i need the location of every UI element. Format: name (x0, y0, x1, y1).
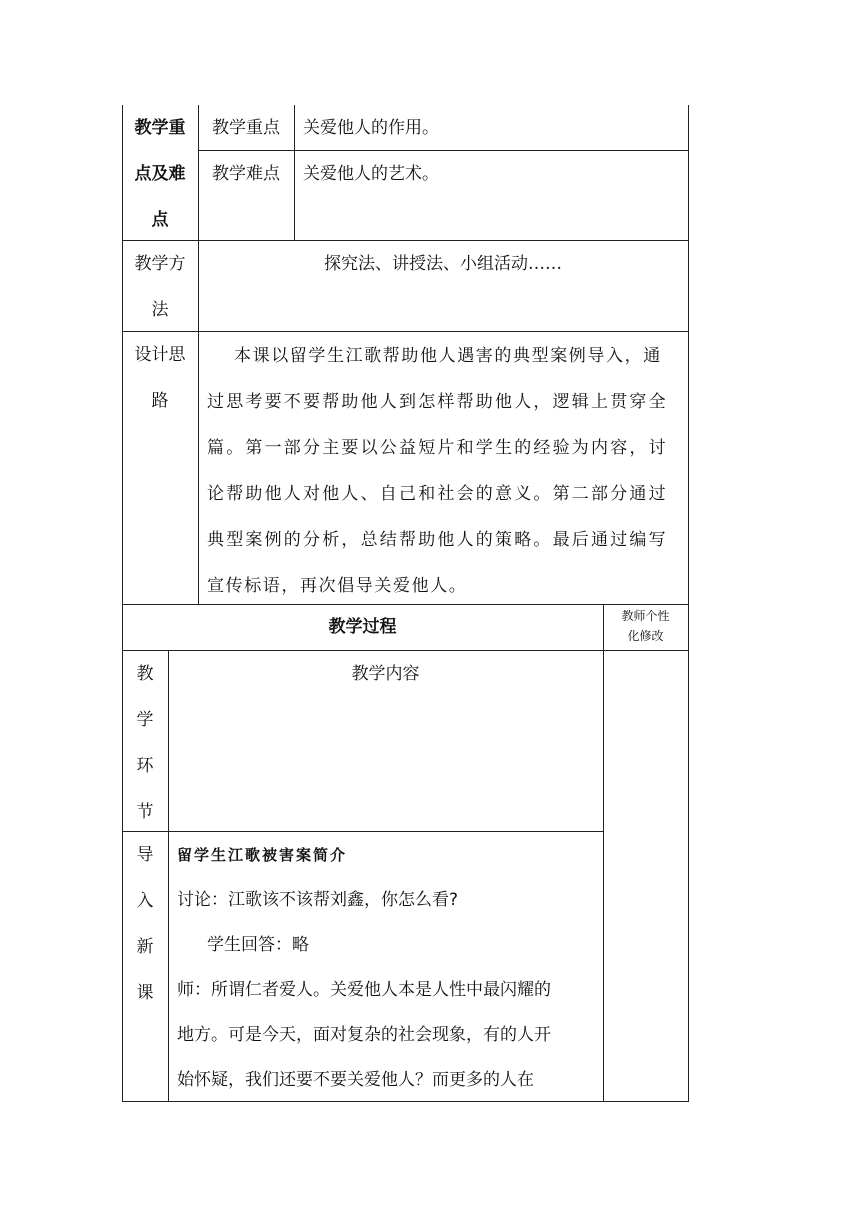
key-points-label-line: 教学重 (134, 118, 186, 138)
design-line: 本课以留学生江歌帮助他人遇害的典型案例导入，通 (234, 346, 662, 366)
stage-header-char: 节 (136, 802, 154, 822)
design-line: 过思考要不要帮助他人到怎样帮助他人，逻辑上贯穿全 (207, 392, 668, 412)
design-line: 典型案例的分析，总结帮助他人的策略。最后通过编写 (207, 530, 668, 550)
stage-header-char: 教 (136, 664, 154, 684)
intro-stage-char: 导 (136, 845, 154, 865)
sublabel-column-divider (294, 105, 295, 241)
content-header: 教学内容 (351, 664, 420, 684)
design-line: 宣传标语，再次倡导关爱他人。 (207, 576, 468, 596)
process-title: 教学过程 (328, 617, 397, 637)
methods-label-line: 教学方 (134, 254, 186, 274)
focus-value: 关爱他人的作用。 (303, 118, 439, 138)
key-points-label-line: 点及难 (134, 164, 186, 184)
teacher-column-divider (603, 604, 604, 1102)
methods-label-line: 法 (151, 300, 169, 320)
stage-header-char: 学 (136, 710, 154, 730)
design-line: 篇。第一部分主要以公益短片和学生的经验为内容，讨 (207, 438, 668, 458)
design-label-line: 设计思 (134, 345, 186, 365)
stage-header-char: 环 (136, 756, 154, 776)
intro-line: 讨论：江歌该不该帮刘鑫，你怎么看? (177, 890, 459, 910)
design-paragraph (207, 333, 681, 609)
intro-line: 始怀疑，我们还要不要关爱他人？而更多的人在 (177, 1070, 534, 1090)
teacher-column-header-line: 化修改 (627, 629, 664, 643)
focus-label: 教学重点 (212, 118, 280, 138)
teacher-column-header-line: 教师个性 (621, 609, 670, 623)
intro-heading: 留学生江歌被害案简介 (177, 846, 348, 864)
methods-value: 探究法、讲授法、小组活动…… (324, 254, 562, 274)
design-label-line: 路 (151, 391, 169, 411)
intro-line: 地方。可是今天，面对复杂的社会现象，有的人开 (177, 1025, 551, 1045)
row-divider-design (122, 331, 689, 332)
difficulty-label: 教学难点 (212, 164, 280, 184)
teacher-column-header (603, 606, 688, 646)
key-points-label (122, 105, 198, 243)
design-line: 论帮助他人对他人、自己和社会的意义。第二部分通过 (207, 484, 668, 504)
methods-label (122, 241, 198, 333)
intro-stage-char: 课 (136, 983, 154, 1003)
stage-column-divider (168, 650, 169, 1102)
design-label (122, 332, 198, 424)
stage-header (122, 651, 168, 835)
intro-stage-char: 入 (136, 891, 154, 911)
intro-stage-char: 新 (136, 937, 154, 957)
intro-line: 师：所谓仁者爱人。关爱他人本是人性中最闪耀的 (177, 980, 551, 1000)
difficulty-value: 关爱他人的艺术。 (303, 164, 439, 184)
intro-line: 学生回答：略 (207, 935, 309, 955)
intro-stage-label (122, 832, 168, 1016)
key-points-label-line: 点 (151, 210, 169, 230)
